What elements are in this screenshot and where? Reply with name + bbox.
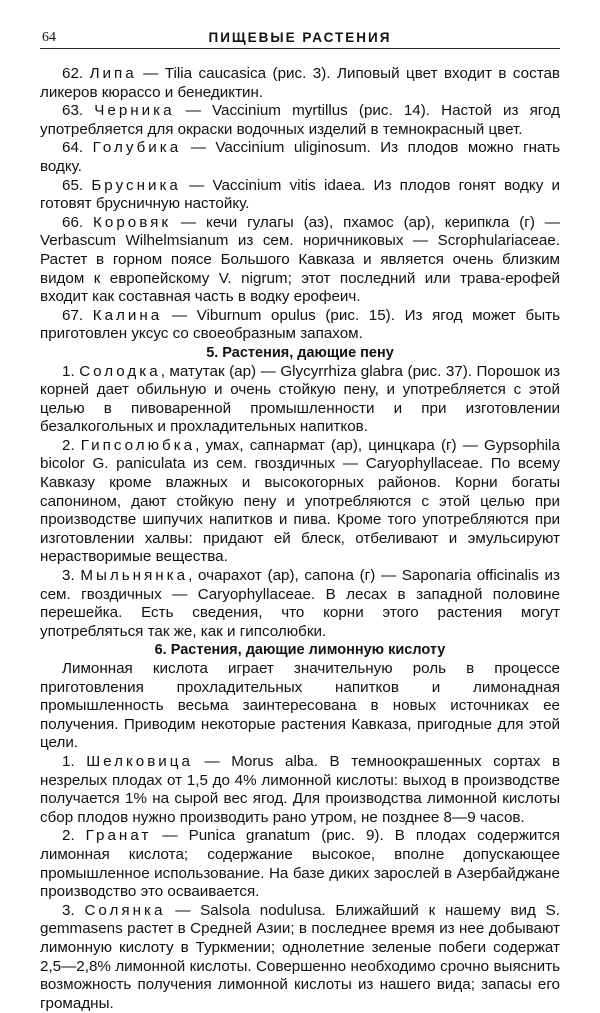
section-6-title: 6. Растения, дающие лимонную кислоту bbox=[154, 642, 446, 659]
section-5-entry-1: 1. Солодка, матутак (ар) — Glycyrrhiza glabra (рис. 37). Порошок из корней дает обильную и очень стойкую пену, и употребляется с этой целью в пивоваренной промышленности и при изготовлении безалкогольных и прохладительных напитков. bbox=[40, 362, 561, 436]
section-6-entry-3: 3. Солянка — Salsola nodulusa. Ближайший к нашему вид S. gemmasens растет в Средней Азии; в последнее время из нее добывают лимонную кислоту в Туркмении; однолетние зеленые побеги содержат 2,5—2,8% лимонной кислоты. Совершенно необходимо срочно выяснить возможность получения лимонной кислоты из нашего вида; запасы его громадны. bbox=[40, 901, 560, 1012]
page-content bbox=[40, 65, 560, 1013]
page-number: 64 bbox=[42, 30, 56, 45]
section-6-entry-1: 1. Шелковица — Morus alba. В темноокрашенных сортах в незрелых плодах от 1,5 до 4% лимонной кислоты: выход в производстве получается 1% на сырой вес ягод. Для производства лимонной кислоты сбор плодов нужно производить рано утром, не позднее 8—9 часов. bbox=[40, 752, 561, 826]
section-5-entry-3: 3. Мыльнянка, очарахот (ар), сапона (г) — Saponaria officinalis из сем. гвоздичных — Caryophyllaceae. В лесах в западной половине перешейка. Есть сведения, что корни этого растения могут употребляться так же, как и гипсолюбки. bbox=[40, 567, 561, 640]
book-page bbox=[40, 28, 560, 1013]
entry-67: 67. Калина — Viburnum opulus (рис. 15). Из ягод может быть приготовлен уксус со своеобразным запахом. bbox=[40, 306, 560, 343]
section-6-entry-2: 2. Гранат — Punica granatum (рис. 9). В плодах содержится лимонная кислота; содержание высокое, вполне допускающее промышленное использование. На базе диких зарослей в Азербайджане производство это осваивается. bbox=[40, 827, 560, 901]
page-header bbox=[40, 28, 560, 49]
running-title: ПИЩЕВЫЕ РАСТЕНИЯ bbox=[208, 30, 392, 45]
entry-63: 63. Черника — Vaccinium myrtillus (рис. 14). Настой из ягод употребляется для окраски водочных изделий в темнокрасный цвет. bbox=[40, 102, 560, 138]
entry-65: 65. Брусника — Vaccinium vitis idaea. Из плодов гонят водку и готовят брусничную настойку. bbox=[40, 176, 560, 213]
section-5-entry-2: 2. Гипсолюбка, умах, сапнармат (ар), цинцкара (г) — Gypsophila bicolor G. paniculata из сем. гвоздичных — Caryophyllaceae. По всему Кавказу кроме влажных и высокогорных районов. Корни богаты сапонином, дают стойкую пену и употребляются с этой целью при производстве шипучих напитков и пива. Кроме того употребляются при изготовлении халвы: придают ей блеск, отбеливают и эмульсируют нерастворимые вещества. bbox=[40, 436, 561, 566]
entry-66: 66. Коровяк — кечи гулагы (аз), пхамос (ар), керипкла (г) — Verbascum Wilhelmsianum из сем. норичниковых — Scrophulariaceae. Растет в горном поясе Большого Кавказа и является очень близким видом к европейскому V. nigrum; этот последний или трава-ерофей входит как составная часть в водку ерофеич. bbox=[40, 213, 560, 306]
entry-62: 62. Липа — Tilia caucasica (рис. 3). Липовый цвет входит в состав ликеров кюрассо и бенедиктин. bbox=[40, 65, 560, 101]
entry-64: 64. Голубика — Vaccinium uliginosum. Из плодов можно гнать водку. bbox=[40, 139, 560, 175]
section-5-title: 5. Растения, дающие пену bbox=[206, 344, 394, 361]
section-6-intro: Лимонная кислота играет значительную роль в процессе приготовления прохладительных напитков и лимонадная промышленность весьма заинтересована в новых источниках ее получения. Приводим некоторые растения Кавказа, пригодные для этой цели. bbox=[40, 660, 560, 752]
